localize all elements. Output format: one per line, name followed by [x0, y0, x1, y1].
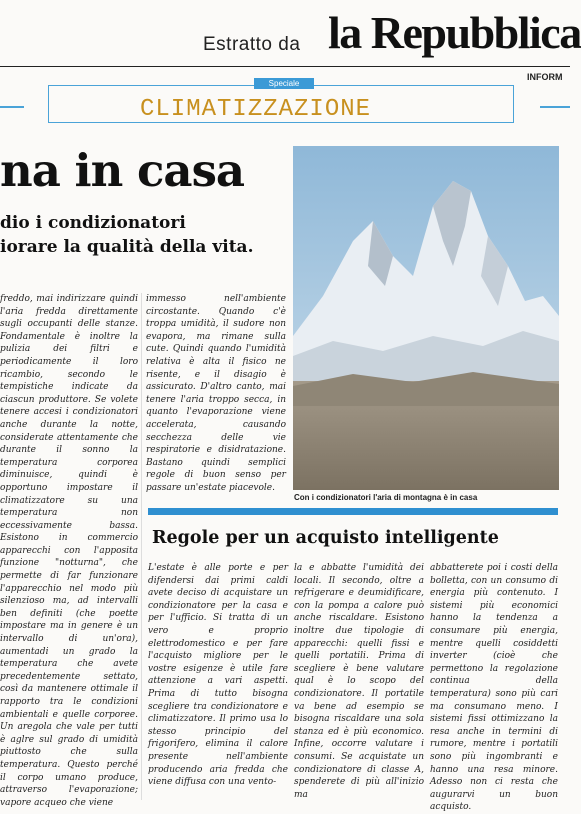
article-column-1: [0, 293, 138, 808]
box-title: Regole per un acquisto intelligente: [152, 528, 499, 548]
box-text-1: L'estate è alle porte e per difendersi dai primi caldi avete deciso di acquistare un condizionatore per la casa e per l'ufficio. Si tratta di un vero e proprio elettrodomestico e per fare l'acquisto migliore per le vostre esigenze è utile fare attenzione a vari aspetti. Prima di tutto bisogna scegliere tra condizionatore e climatizzatore. Il primo usa lo stesso principio del frigorifero, elimina il calore presente nell'ambiente producendo aria fredda che viene diffusa con una vento-: [148, 563, 288, 788]
column-divider: [141, 293, 142, 800]
article-column-2: [146, 293, 286, 493]
speciale-tag: Speciale: [254, 78, 314, 89]
section-rule-right: [540, 106, 570, 108]
box-text-3: abbatterete poi i costi della bolletta, con un consumo di energia più contenuto. I sistemi più economici hanno la tendenza a consumare più energia, mentre quelli cosiddetti inverter (cioè che permettono la regolazione continua della temperatura) sono più cari ma consumano meno. I sistemi fissi ottimizzano la resa anche in termini di rumore, mentre i portatili sono più ingombranti e hanno una resa minore. Adesso non ci resta che augurarvi un buon acquisto.: [430, 563, 558, 813]
article-subhead-line1: dio i condizionatori: [0, 213, 186, 233]
box-column-1: [148, 562, 288, 800]
box-text-2: la e abbatte l'umidità dei locali. Il secondo, oltre a refrigerare e deumidificare, con la pompa a calore può anche riscaldare. Esistono inoltre due tipologie di apparecchi: quelli fissi e quelli portatili. Prima di scegliere è bene valutare qual è lo scopo del condizionatore. Il portatile va bene ad esempio se bisogna riscaldare una sola stanza ed è più economico. Infine, occorre valutare i consumi. Se acquistate un condizionatore di classe A, spenderete di più all'inizio ma: [294, 563, 424, 800]
box-column-3: [430, 562, 558, 813]
extract-label: Estratto da: [203, 34, 301, 55]
section-title: CLIMATIZZAZIONE: [140, 96, 372, 123]
header-divider: [0, 66, 570, 67]
header-side-text: INFORM: [527, 72, 563, 82]
box-column-2: [294, 562, 424, 800]
article-text-2: immesso nell'ambiente circostante. Quando c'è troppa umidità, il sudore non evapora, ma rimane sulla cute. Quindi quando l'umidità relativa è alta il fisico ne risente, e il disagio è assicurato. D'altro canto, mai tenere l'aria troppo secca, in quanto l'evaporazione viene accelerata, causando secchezza delle vie respiratorie e disidratazione. Bastano quindi semplici regole di buon senso per passare un'estate piacevole.: [146, 294, 286, 493]
section-rule-left: [0, 106, 24, 108]
newspaper-logo: la Repubblica: [328, 7, 581, 58]
article-text-1: freddo, mai indirizzare quindi l'aria fredda direttamente sugli occupanti delle stanze. Fondamentale è inoltre la pulizia dei filtri e periodicamente il loro ricambio, secondo le tempistiche indicate da ciascun produttore. Se volete tenere accesi i condizionatori anche durante la notte, considerate attentamente che durante il sonno la temperatura corporea diminuisce, quindi è opportuno impostare il climatizzatore su una temperatura non eccessivamente bassa. Esistono in commercio apparecchi con l'apposita funzione "notturna", che permette di far funzionare l'apparecchio nel modo più silenzioso ma, ad intervalli ben definiti (che poette impostare ma in genere è un intervallo di un'ora), aumentadi un grado la temperatura che avete precedentemente settato, così da mantenere ottimale il rapporto tra le condizioni ambientali e quelle corporee. Un aregola che vale per tutti è aglre sul grado di umidità piuttosto che sulla temperatura. Questo perché il corpo umano produce, attraverso l'evaporazione; vapore acqueo che viene: [0, 294, 138, 808]
article-headline: na in casa: [0, 144, 245, 197]
photo-caption: Con i condizionatori l'aria di montagna è in casa: [294, 493, 478, 502]
article-subhead-line2: iorare la qualità della vita.: [0, 237, 254, 257]
mountain-photo: [293, 146, 559, 490]
box-top-bar: [148, 508, 558, 515]
